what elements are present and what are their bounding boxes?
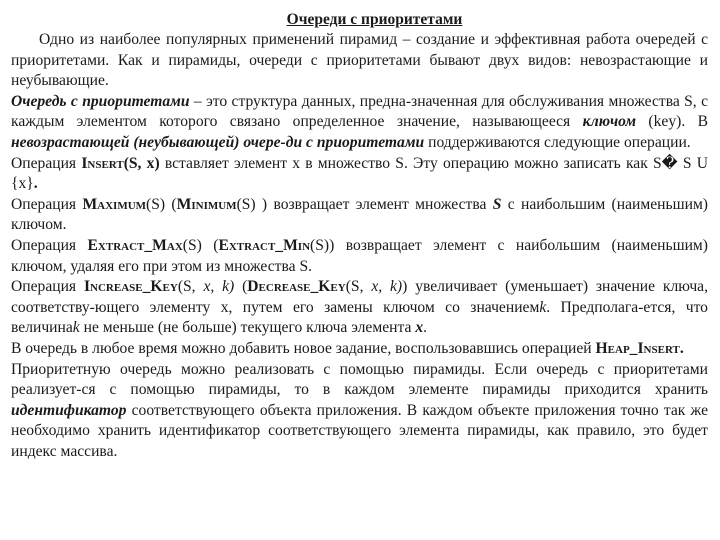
op-name-decrease-key: Decrease_Key (247, 278, 346, 296)
page-title: Очереди с приоритетами (286, 11, 463, 28)
heap-insert-paragraph: В очередь в любое время можно добавить новое задание, воспользовавшись операцией Heap_Insert. (11, 339, 684, 357)
closing-paragraph: Приоритетную очередь можно реализовать с помощью пирамиды. Если очередь с приоритетами реализует-ся с помощью пирамиды, то в каждом элементе пирамиды приходится хранить идентификатор соответствующего объекта приложения. В каждом объекте приложения точно так же необходимо хранить идентификатор соответствующего элемента пирамиды, как правило, это будет индекс массива. (11, 360, 708, 460)
op-increase-key: Операция Increase_Key(S, x, k) (Decrease_Key(S, x, k)) увеличивает (уменьшает) значение ключа, соответству-ющего элементу x, путем его замены ключом со значениемk. Предполага-ется, что величинаk не меньше (не больше) текущего ключа элемента x. (11, 278, 709, 337)
op-extract: Операция Extract_Max(S) (Extract_Min(S)) возвращает элемент с наибольшим (наименьшим) ключом, удаляя его при этом из множества S. (11, 236, 708, 275)
term-priority-queue: Очередь с приоритетами (11, 92, 190, 110)
op-name-increase-key: Increase_Key (83, 278, 178, 296)
op-name-insert: Insert (81, 154, 124, 172)
definition-paragraph: Очередь с приоритетами – это структура данных, предна-значенная для обслуживания множества S, с каждым элементом которого связано определенное значение, называющееся ключом (key). В невозрастающей (неубывающей) очере-ди с приоритетами поддерживаются следующие операции. (11, 92, 708, 151)
term-identifier: идентификатор (11, 401, 127, 419)
op-maximum: Операция Maximum(S) (Minimum(S) ) возвращает элемент множества S с наибольшим (наименьшим) ключом. (11, 195, 708, 234)
op-name-minimum: Minimum (176, 195, 237, 213)
missing-glyph: � (661, 154, 678, 172)
op-name-heap-insert: Heap_Insert (595, 339, 680, 357)
op-insert: Операция Insert(S, x) вставляет элемент x в множество S. Эту операцию можно записать как S� S U {x}. (11, 154, 708, 193)
term-kinds: невозрастающей (неубывающей) очере-ди с приоритетами (11, 133, 425, 151)
op-name-maximum: Maximum (82, 195, 147, 213)
op-name-extract-min: Extract_Min (218, 236, 311, 254)
term-key: ключом (582, 113, 637, 131)
intro-paragraph: Одно из наиболее популярных применений пирамид – создание и эффективная работа очередей с приоритетами. Как и пирамиды, очереди с приоритетами бывают двух видов: невозрастающие и неубывающие. (11, 31, 708, 90)
op-name-extract-max: Extract_Max (87, 236, 183, 254)
